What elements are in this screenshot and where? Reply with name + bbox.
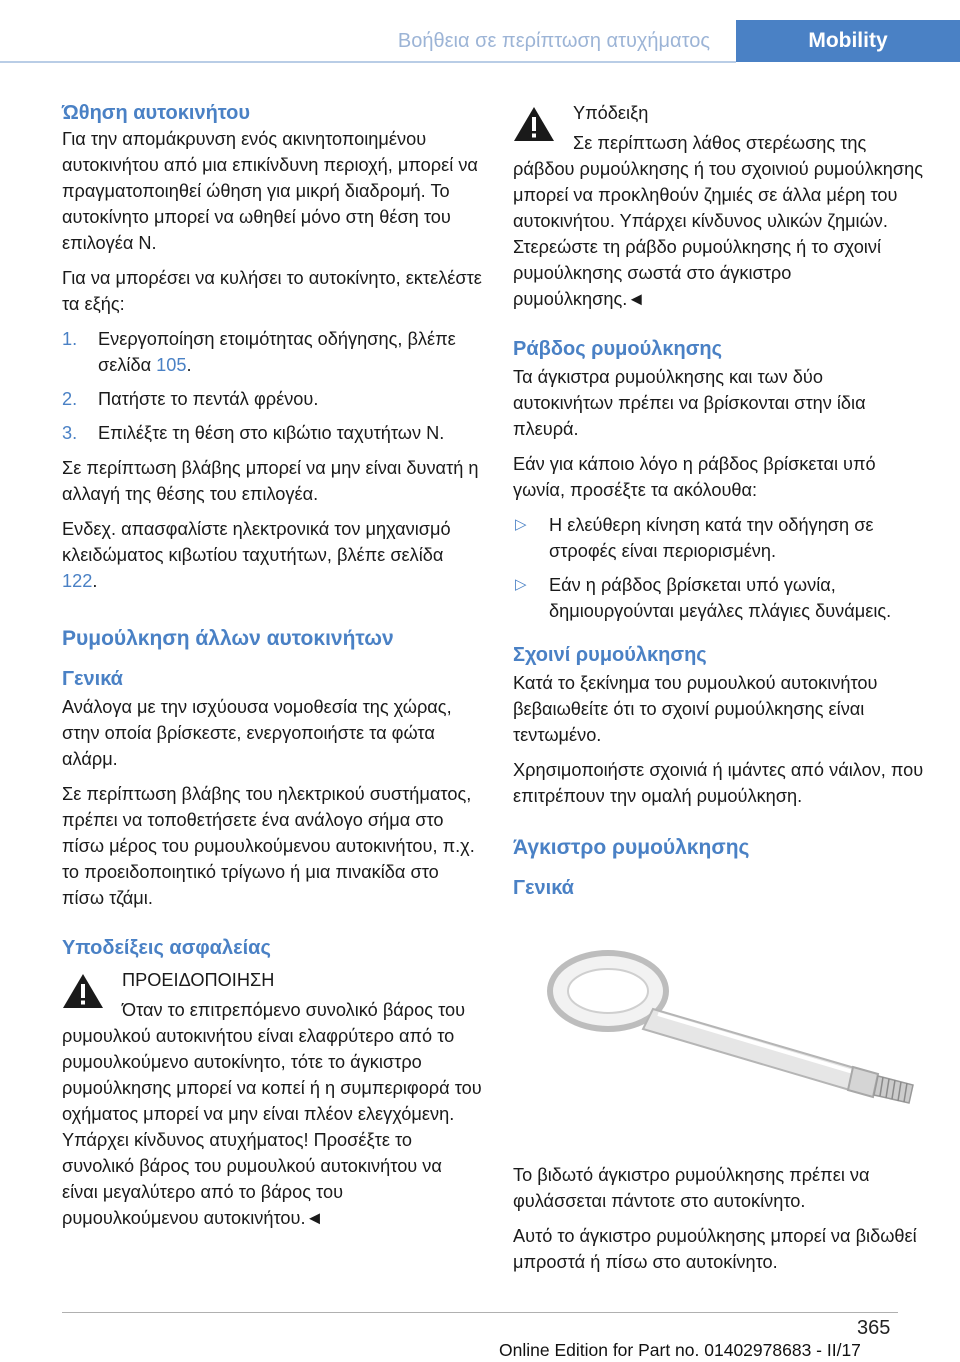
push-paragraph-4-text: Ενδεχ. απασφαλίστε ηλεκτρονικά τον μηχανισμό κλειδώματος κιβωτίου ταχυτήτων, βλέπε σελίδα (62, 519, 451, 565)
rod-paragraph-1: Τα άγκιστρα ρυμούλκησης και των δύο αυτοκινήτων πρέπει να βρίσκονται στην ίδια πλευρά. (513, 367, 866, 439)
caution-triangle-icon (513, 106, 555, 142)
footer-rule (62, 1312, 898, 1313)
step-text: Επιλέξτε τη θέση στο κιβώτιο ταχυτήτων N. (98, 423, 445, 443)
page-link[interactable]: 105 (156, 355, 187, 375)
step-number: 3. (62, 423, 78, 443)
rod-bullets (513, 512, 928, 624)
warning-title: ΠΡΟΕΙΔΟΠΟΙΗΣΗ (122, 970, 275, 990)
page-number: 365 (857, 1317, 891, 1339)
left-column (62, 100, 482, 1240)
bullet-text: Η ελεύθερη κίνηση κατά την οδήγηση σε στροφές είναι περιορισμένη. (549, 515, 874, 561)
note-title: Υπόδειξη (573, 103, 649, 123)
rope-heading: Σχοινί ρυμούλκησης (513, 644, 707, 666)
rope-paragraph-1: Κατά το ξεκίνημα του ρυμουλκού αυτοκινήτου βεβαιωθείτε ότι το σχοινί ρυμούλκησης είναι τεντωμένο. (513, 673, 878, 745)
page-header (0, 0, 960, 62)
step-item (62, 326, 482, 378)
step-item (62, 386, 482, 412)
note-text: Σε περίπτωση λάθος στερέωσης της ράβδου ρυμούλκησης ή του σχοινιού ρυμούλκησης μπορεί να προκληθούν ζημιές σε άλλα μέρη του αυτοκινήτου. Υπάρχει κίνδυνος υλικών ζημιών. Στερεώστε τη ράβδο ρυμούλκησης ή το σχοινί ρυμούλκησης σωστά στο άγκιστρο ρυμούλκησης.◄ (513, 133, 923, 309)
step-number: 2. (62, 389, 78, 409)
tow-heading: Ρυμούλκηση άλλων αυτοκινήτων (62, 627, 394, 650)
warning-box (62, 967, 482, 1231)
right-column (513, 100, 928, 1284)
bullet-item (513, 572, 928, 624)
bullet-triangle-icon: ▷ (515, 516, 527, 533)
warning-text: Όταν το επιτρεπόμενο συνολικό βάρος του ρυμουλκού αυτοκινήτου είναι ελαφρύτερο από το ρυμουλκούμενο αυτοκίνητο, τότε το άγκιστρο ρυμούλκησης μπορεί να κοπεί ή η συμπεριφορά του οχήματος μπορεί να μην είναι πλέον ελεγχόμενη. Υπάρχει κίνδυνος ατυχήματος! Προσέξτε το συνολικό βάρος του ρυμουλκού αυτοκινήτου να είναι μεγαλύτερο από το βάρος του ρυμουλκούμενου αυτοκινήτου.◄ (62, 1000, 482, 1228)
hook-paragraph-1: Το βιδωτό άγκιστρο ρυμούλκησης πρέπει να φυλάσσεται πάντοτε στο αυτοκίνητο. (513, 1165, 870, 1211)
push-paragraph-3: Σε περίπτωση βλάβης μπορεί να μην είναι δυνατή η αλλαγή της θέσης του επιλογέα. (62, 458, 479, 504)
push-paragraph-1: Για την απομάκρυνση ενός ακινητοποιημένου αυτοκινήτου από μια επικίνδυνη περιοχή, μπορεί να πραγματοποιηθεί ώθηση για μικρή διαδρομή. Το αυτοκίνητο μπορεί να ωθηθεί μόνο στη θέση του επιλογέα N. (62, 129, 478, 253)
general-heading: Γενικά (62, 668, 123, 690)
hook-heading: Άγκιστρο ρυμούλκησης (513, 836, 750, 859)
step-number: 1. (62, 329, 78, 349)
step-text: Πατήστε το πεντάλ φρένου. (98, 389, 319, 409)
page-link[interactable]: 122 (62, 571, 93, 591)
general-paragraph-1: Ανάλογα με την ισχύουσα νομοθεσία της χώρας, στην οποία βρίσκεστε, ενεργοποιήστε τα φώτα αλάρμ. (62, 697, 452, 769)
bullet-triangle-icon: ▷ (515, 576, 527, 593)
push-paragraph-4-end: . (92, 571, 98, 591)
rod-heading: Ράβδος ρυμούλκησης (513, 338, 723, 360)
header-rule (0, 61, 736, 63)
safety-heading: Υποδείξεις ασφαλείας (62, 937, 271, 959)
rod-paragraph-2: Εάν για κάποιο λόγο η ράβδος βρίσκεται υπό γωνία, προσέξτε τα ακόλουθα: (513, 454, 876, 500)
section-title: Βοήθεια σε περίπτωση ατυχήματος (397, 30, 710, 52)
hook-paragraph-2: Αυτό το άγκιστρο ρυμούλκησης μπορεί να βιδωθεί μπροστά ή πίσω στο αυτοκίνητο. (513, 1226, 917, 1272)
tow-hook-illustration (513, 919, 933, 1139)
rope-paragraph-2: Χρησιμοποιήστε σχοινιά ή ιμάντες από νάιλον, που επιτρέπουν την ομαλή ρυμούλκηση. (513, 760, 924, 806)
step-text-end: . (186, 355, 192, 375)
chapter-tab: Mobility (736, 20, 960, 62)
warning-triangle-icon (62, 973, 104, 1009)
note-box (513, 100, 928, 312)
step-text: Ενεργοποίηση ετοιμότητας οδήγησης, βλέπε σελίδα (98, 329, 456, 375)
step-item (62, 420, 482, 446)
push-heading: Ώθηση αυτοκινήτου (62, 102, 251, 124)
hook-general-heading: Γενικά (513, 877, 574, 899)
general-paragraph-2: Σε περίπτωση βλάβης του ηλεκτρικού συστήματος, πρέπει να τοποθετήσετε ένα ανάλογο σήμα στο πίσω μέρος του ρυμουλκούμενου αυτοκινήτου, π.χ. το προειδοποιητικό τρίγωνο ή μια πινακίδα στο πίσω τζάμι. (62, 784, 475, 908)
push-paragraph-4 (62, 516, 482, 594)
edition-text: Online Edition for Part no. 01402978683 - II/17 (499, 1340, 861, 1360)
bullet-item (513, 512, 928, 564)
push-steps (62, 326, 482, 446)
push-paragraph-2: Για να μπορέσει να κυλήσει το αυτοκίνητο, εκτελέστε τα εξής: (62, 268, 482, 314)
bullet-text: Εάν η ράβδος βρίσκεται υπό γωνία, δημιουργούνται μεγάλες πλάγιες δυνάμεις. (549, 575, 892, 621)
